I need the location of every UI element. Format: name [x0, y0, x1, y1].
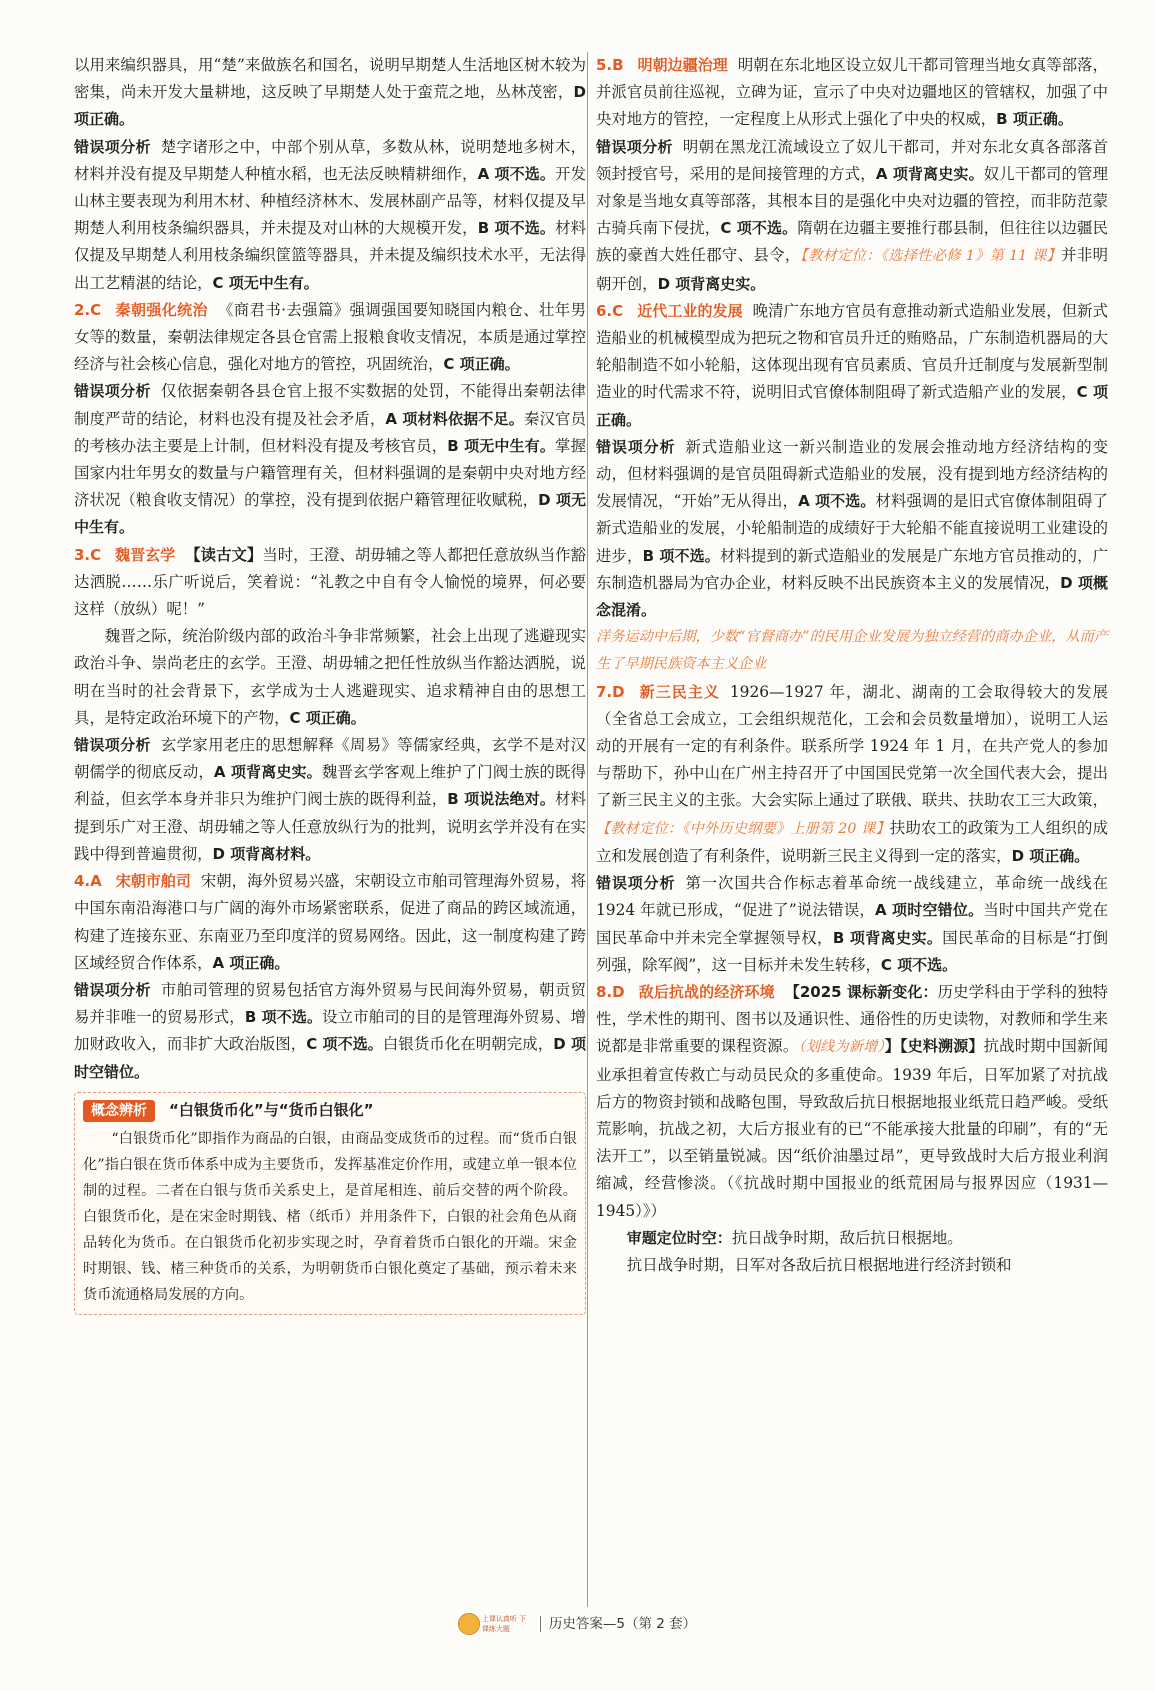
page-footer [0, 1612, 1154, 1635]
q4-error-analysis: 错误项分析 市舶司管理的贸易包括官方海外贸易与民间海外贸易，朝贡贸易并非唯一的贸易形式，B 项不选。设立市舶司的目的是管理海外贸易、增加财政收入，而非扩大政治版图，C 项不选。白银货币化在明朝完成，D 项时空错位。 [74, 980, 586, 1081]
right-column [596, 52, 1108, 1279]
q7-answer: 7.D 新三民主义 1926—1927 年，湖北、湖南的工会取得较大的发展（全省总工会成立，工会组织规范化，工会和会员数量增加），说明工人运动的开展有一定的有利条件。联系所学 1924 年 1 月，在共产党人的参加与帮助下，孙中山在广州主持召开了中国国民党第一次全国代表大会，提出了新三民主义的主张。大会实际上通过了联俄、联共、扶助农工三大政策，【教材定位：《中外历史纲要》上册第 20 课】扶助农工的政策为工人组织的成立和发展创造了有利条件，说明新三民主义得到一定的落实，D 项正确。 [596, 682, 1108, 865]
publisher-logo [458, 1613, 532, 1635]
q1-tail: 以用来编织器具，用“楚”来做族名和国名，说明早期楚人生活地区树木较为密集，尚未开发大量耕地，这反映了早期楚人处于蛮荒之地，丛林茂密，D 项正确。 [74, 56, 586, 129]
q2-error-analysis: 错误项分析 仅依据秦朝各县仓官上报不实数据的处罚，不能得出秦朝法律制度严苛的结论，材料也没有提及社会矛盾，A 项材料依据不足。秦汉官员的考核办法主要是上计制，但材料没有提及考核官员，B 项无中生有。掌握国家内壮年男女的数量与户籍管理有关，但材料强调的是秦朝中央对地方经济状况（粮食收支情况）的掌控，没有提到依据户籍管理征收赋税，D 项无中生有。 [74, 382, 586, 537]
q6-side-note: 洋务运动中后期，少数“官督商办”的民用企业发展为独立经营的商办企业，从而产生了早期民族资本主义企业 [596, 629, 1108, 673]
concept-box [74, 1092, 586, 1315]
logo-mark-icon [458, 1613, 480, 1635]
concept-label-badge: 概念辨析 [83, 1100, 155, 1122]
q7-error-analysis: 错误项分析 第一次国共合作标志着革命统一战线建立，革命统一战线在 1924 年就已形成，“促进了”说法错误，A 项时空错位。当时中国共产党在国民革命中并未完全掌握领导权，B 项背离史实。国民革命的目标是“打倒列强，除军阀”，这一目标并未发生转移，C 项不选。 [596, 874, 1108, 974]
q8-continued: 抗日战争时期，日军对各敌后抗日根据地进行经济封锁和 [626, 1255, 1012, 1274]
q2-answer: 2.C 秦朝强化统治 《商君书·去强篇》强调强国要知晓国内粮仓、壮年男女等的数量，秦朝法律规定各县仓官需上报粮食收支情况，本质是通过掌控经济与社会核心信息，强化对地方的管控，巩固统治，C 项正确。 [74, 300, 586, 374]
q8-location: 审题定位时空：抗日战争时期，敌后抗日根据地。 [626, 1228, 963, 1247]
column-divider [587, 52, 588, 1607]
concept-title: “白银货币化”与“货币白银化” [169, 1100, 374, 1119]
q3-answer-translation: 3.C 魏晋玄学 【读古文】当时，王澄、胡毋辅之等人都把任意放纵当作豁达洒脱……乐广听说后，笑着说：“礼教之中自有令人愉悦的境界，何必要这样（放纵）呢！” [74, 545, 586, 619]
q8-answer: 8.D 敌后抗战的经济环境 【2025 课标新变化：历史学科由于学科的独特性，学术性的期刊、图书以及通识性、通俗性的历史读物，对教师和学生来说都是非常重要的课程资源。（划线为新增）】【史料溯源】抗战时期中国新闻业承担着宣传救亡与动员民众的多重使命。1939 年后，日军加紧了对抗战后方的物资封锁和战略包围，导致敌后抗日根据地报业纸荒日趋严峻。受纸荒影响，抗战之初，大后方报业有的已“不能承接大批量的印刷”，有的“无法开工”，以至销量锐减。因“纸价油墨过昂”，更导致战时大后方报业利润缩减，经营惨淡。（《抗战时期中国报业的纸荒困局与报界因应（1931—1945）》） [596, 982, 1108, 1220]
q3-explanation: 魏晋之际，统治阶级内部的政治斗争非常频繁，社会上出现了逃避现实政治斗争、崇尚老庄的玄学。王澄、胡毋辅之把任性放纵当作豁达洒脱，说明在当时的社会背景下，玄学成为士人逃避现实、追求精神自由的思想工具，是特定政治环境下的产物，C 项正确。 [74, 627, 586, 727]
concept-text: “白银货币化”即指作为商品的白银，由商品变成货币的过程。而“货币白银化”指白银在货币体系中成为主要货币，发挥基准定价作用，或建立单一银本位制的过程。二者在白银与货币关系史上，是首尾相连、前后交替的两个阶段。白银货币化，是在宋金时期钱、楮（纸币）并用条件下，白银的社会角色从商品转化为货币。在白银货币化初步实现之时，孕育着货币白银化的开端。宋金时期银、钱、楮三种货币的关系，为明朝货币白银化奠定了基础，预示着未来货币流通格局发展的方向。 [83, 1130, 577, 1303]
page-number: 历史答案—5（第 2 套） [548, 1616, 697, 1632]
left-column [74, 52, 586, 1315]
footer-separator [540, 1616, 541, 1632]
q5-error-analysis: 错误项分析 明朝在黑龙江流域设立了奴儿干都司，并对东北女真各部落首领封授官号，采用的是间接管理的方式，A 项背离史实。奴儿干都司的管理对象是当地女真等部落，其根本目的是强化中央对边疆的管控，而非防范蒙古骑兵南下侵扰，C 项不选。隋朝在边疆主要推行郡县制，但往往以边疆民族的豪酋大姓任郡守、县令，【教材定位：《选择性必修 1》第 11 课】并非明朝开创，D 项背离史实。 [596, 137, 1108, 293]
q1-error-analysis: 错误项分析 楚字诸形之中，中部个别从草，多数从林，说明楚地多树木，材料并没有提及早期楚人种植水稻，也无法反映精耕细作，A 项不选。开发山林主要表现为利用木材、种植经济林木、发展林副产品等，材料仅提及早期楚人利用枝条编织器具，并未提及对山林的大规模开发，B 项不选。材料仅提及早期楚人利用枝条编织筐篮等器具，并未提及编织技术水平，无法得出工艺精湛的结论，C 项无中生有。 [74, 137, 586, 292]
logo-slogan: 上课认真听 下课练大题 [481, 1615, 527, 1633]
q5-answer: 5.B 明朝边疆治理 明朝在东北地区设立奴儿干都司管理当地女真等部落，并派官员前往巡视，立碑为证，宣示了中央对边疆地区的管辖权，加强了中央对地方的管控，一定程度上从形式上强化了中央的权威，B 项正确。 [596, 56, 1108, 129]
q6-answer: 6.C 近代工业的发展 晚清广东地方官员有意推动新式造船业发展，但新式造船业的机械模型成为把玩之物和官员升迁的贿赂品，广东制造机器局的大轮船制造不如小轮船，这体现出现有官员素质、官员升迁制度与发展新型制造业的时代需求不符，说明旧式官僚体制阻碍了新式造船产业的发展，C 项正确。 [596, 301, 1108, 429]
q3-error-analysis: 错误项分析 玄学家用老庄的思想解释《周易》等儒家经典，玄学不是对汉朝儒学的彻底反动，A 项背离史实。魏晋玄学客观上维护了门阀士族的既得利益，但玄学本身并非只为维护门阀士族的既得利益，B 项说法绝对。材料提到乐广对王澄、胡毋辅之等人任意放纵行为的批判，说明玄学并没有在实践中得到普遍贯彻，D 项背离材料。 [74, 736, 586, 863]
q4-answer: 4.A 宋朝市舶司 宋朝，海外贸易兴盛，宋朝设立市舶司管理海外贸易，将中国东南沿海港口与广阔的海外市场紧密联系，促进了商品的跨区域流通，构建了连接东亚、东南亚乃至印度洋的贸易网络。因此，这一制度构建了跨区域经贸合作体系，A 项正确。 [74, 872, 586, 972]
q6-error-analysis: 错误项分析 新式造船业这一新兴制造业的发展会推动地方经济结构的变动，但材料强调的是官员阻碍新式造船业的发展，没有提到地方经济结构的发展情况，“开始”无从得出，A 项不选。材料强调的是旧式官僚体制阻碍了新式造船业的发展，小轮船制造的成绩好于大轮船不能直接说明工业建设的进步，B 项不选。材料提到的新式造船业的发展是广东地方官员推动的，广东制造机器局为官办企业，材料反映不出民族资本主义的发展情况，D 项概念混淆。 [596, 437, 1108, 620]
concept-box-header [83, 1097, 577, 1124]
